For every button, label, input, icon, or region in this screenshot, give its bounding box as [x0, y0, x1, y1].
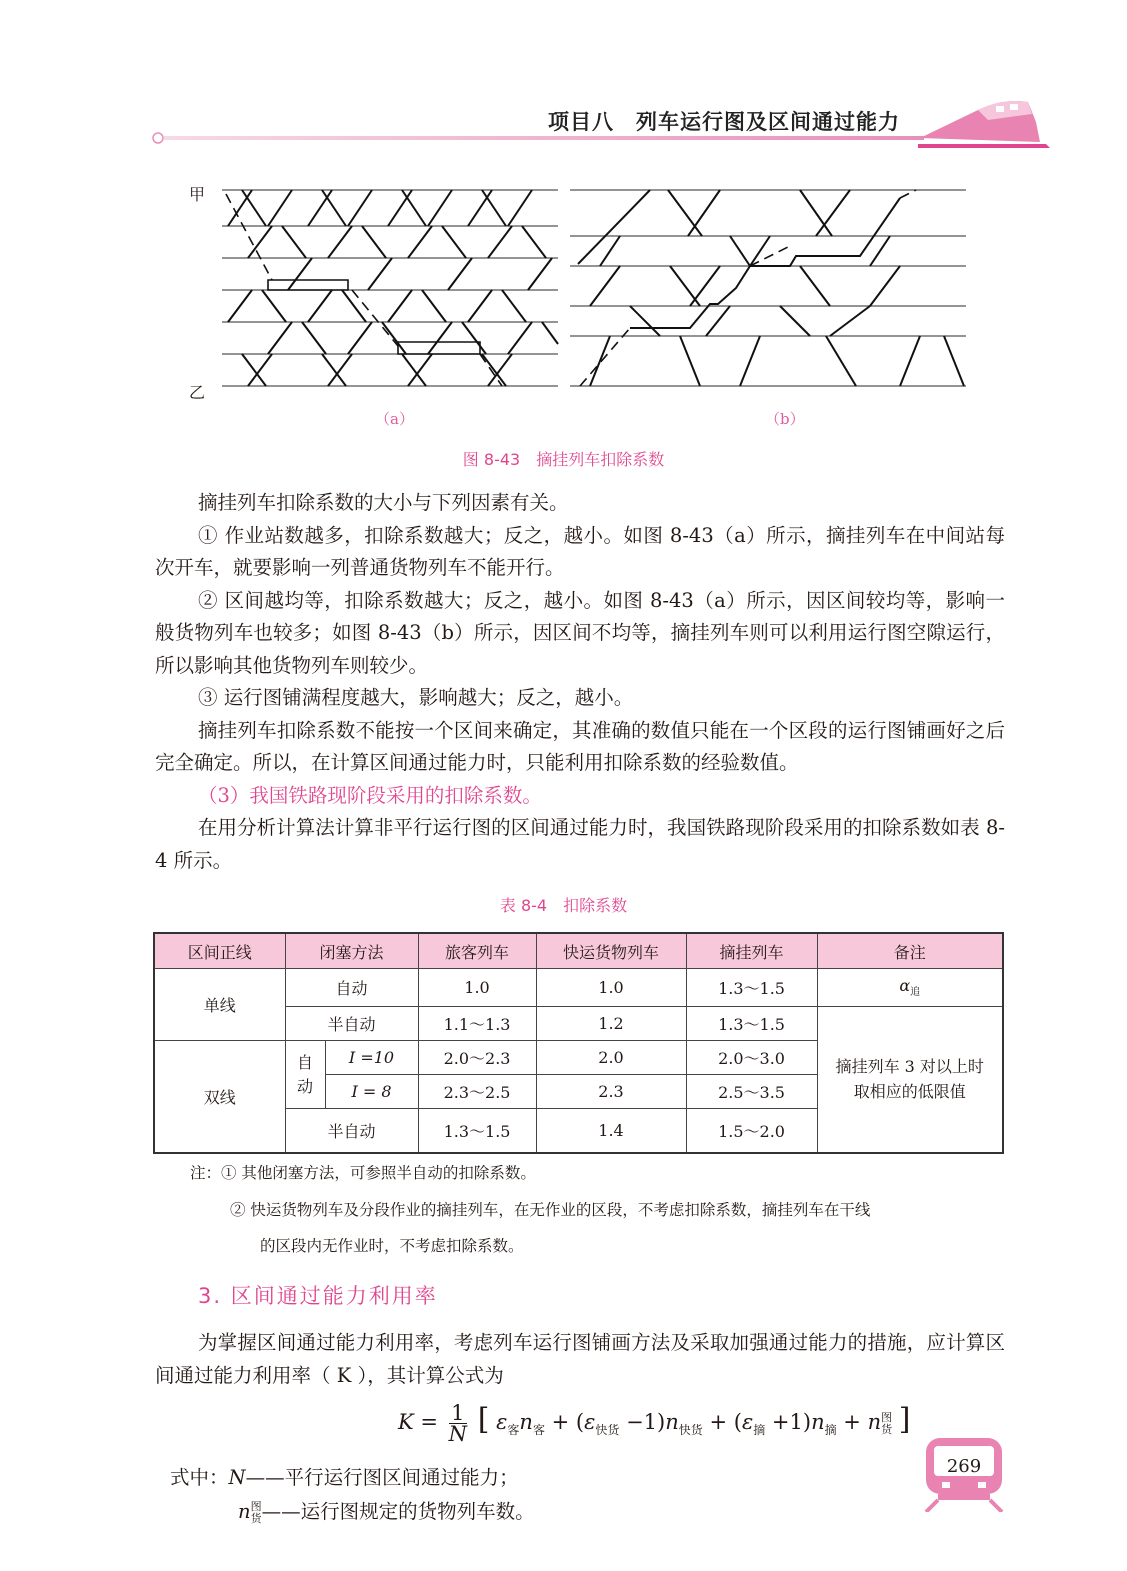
- auto-char-1: 自: [296, 1052, 313, 1072]
- legend-N: [170, 1461, 535, 1495]
- sub: 摘: [824, 1423, 837, 1438]
- table-note-1: 注：① 其他闭塞方法，可参照半自动的扣除系数。: [190, 1164, 536, 1182]
- legend-desc: ——运行图规定的货物列车数。: [261, 1500, 535, 1523]
- formula-numerator: 1: [449, 1403, 467, 1424]
- subfigure-label-b: （b）: [765, 410, 805, 428]
- line-type-cell: 单线: [154, 969, 285, 1041]
- table-cell: 2.0: [536, 1041, 686, 1075]
- sub: 快货: [595, 1423, 620, 1438]
- sub: 货: [250, 1511, 262, 1525]
- table-cell: 2.5～3.5: [686, 1075, 817, 1109]
- diagram-a: [222, 186, 560, 394]
- train-logo-icon: [918, 92, 1053, 154]
- sub: 货: [881, 1422, 893, 1436]
- interval-cell: I = 8: [325, 1075, 418, 1109]
- alpha-subscript: 追: [910, 987, 921, 999]
- subsection-heading: （3）我国铁路现阶段采用的扣除系数。: [198, 783, 542, 807]
- paragraph: ① 作业站数越多，扣除系数越大；反之，越小。如图 8-43（a）所示，摘挂列车在中间站每次开车，就要影响一列普通货物列车不能开行。: [155, 523, 1005, 579]
- paragraph: 摘挂列车扣除系数不能按一个区间来确定，其准确的数值只能在一个区段的运行图铺画好之后完全确定。所以，在计算区间通过能力时，只能利用扣除系数的经验数值。: [155, 718, 1005, 774]
- paragraph: 为掌握区间通过能力利用率，考虑列车运行图铺画方法及采取加强通过能力的措施，应计算区间通过能力利用率（ K ），其计算公式为: [155, 1331, 1005, 1387]
- sub: 快货: [678, 1423, 703, 1438]
- paragraph: 摘挂列车扣除系数的大小与下列因素有关。: [198, 491, 569, 514]
- station-label-top: 甲: [189, 185, 206, 204]
- deduction-coefficient-table: [153, 932, 1004, 1154]
- header-cell: 快运货物列车: [536, 933, 686, 969]
- sup: 图: [881, 1410, 893, 1424]
- table-cell: 1.0: [418, 969, 536, 1007]
- sub: 摘: [753, 1423, 766, 1438]
- formula-lhs: K =: [398, 1410, 438, 1434]
- legend-symbol: N: [228, 1466, 246, 1489]
- header-cell: 闭塞方法: [285, 933, 418, 969]
- header-cell: 旅客列车: [418, 933, 536, 969]
- header-cell: 备注: [817, 933, 1003, 969]
- header-rule: [148, 128, 928, 148]
- paragraph: ② 区间越均等，扣除系数越大；反之，越小。如图 8-43（a）所示，因区间较均等，影响一般货物列车也较多；如图 8-43（b）所示，因区间不均等，摘挂列车则可以利用运行图空隙运行，所以影响其他货物列车则较少。: [155, 588, 1005, 677]
- block-method-cell: 半自动: [285, 1109, 418, 1153]
- legend-symbol: n: [238, 1500, 251, 1523]
- table-cell: 1.4: [536, 1109, 686, 1153]
- block-method-cell: 半自动: [285, 1007, 418, 1041]
- sup: 图: [250, 1499, 262, 1513]
- table-note-2-cont: 的区段内无作业时，不考虑扣除系数。: [260, 1237, 524, 1255]
- line-type-cell: 双线: [154, 1041, 285, 1153]
- table-cell: 1.5～2.0: [686, 1109, 817, 1153]
- legend-n: [170, 1495, 535, 1529]
- table-note-2: ② 快运货物列车及分段作业的摘挂列车，在无作业的区段，不考虑扣除系数，摘挂列车在干线: [230, 1201, 871, 1219]
- table-cell: 1.2: [536, 1007, 686, 1041]
- diagram-b: [570, 186, 970, 394]
- figure-caption: 图 8-43 摘挂列车扣除系数: [462, 450, 665, 469]
- interval-cell: I =10: [325, 1041, 418, 1075]
- table-cell: 2.0～3.0: [686, 1041, 817, 1075]
- legend-prefix: 式中：: [170, 1466, 229, 1489]
- page-number: 269: [946, 1456, 982, 1477]
- table-cell: 2.3～2.5: [418, 1075, 536, 1109]
- auto-char-2: 动: [296, 1076, 313, 1096]
- header-cell: 区间正线: [154, 933, 285, 969]
- table-header-row: [154, 933, 1003, 969]
- alpha-symbol: α: [899, 976, 911, 996]
- remark-note-cell: 摘挂列车 3 对以上时取相应的低限值: [817, 1007, 1003, 1153]
- section-paragraph: [155, 1327, 1005, 1392]
- subfigure-label-a: （a）: [375, 410, 414, 428]
- body-text: [155, 487, 1005, 877]
- table-cell: 1.3～1.5: [686, 1007, 817, 1041]
- formula-legend: [170, 1461, 535, 1529]
- station-label-bottom: 乙: [189, 383, 206, 402]
- auto-vertical-cell: [285, 1041, 325, 1109]
- remark-cell: [817, 969, 1003, 1007]
- table-cell: 2.3: [536, 1075, 686, 1109]
- table-cell: 1.3～1.5: [418, 1109, 536, 1153]
- utilization-formula: K = $\frac{1}{N}$ [ $\varepsilon_客n_客 + (\varepsilon_{快货} -1)n_{快货} + (\varepsilon_摘 +1)n_摘 + n$ 图 货 ]: [398, 1401, 911, 1446]
- formula-denominator: N: [448, 1422, 468, 1446]
- table-cell: 1.0: [536, 969, 686, 1007]
- table-row: [154, 969, 1003, 1007]
- header-cell: 摘挂列车: [686, 933, 817, 969]
- running-header-title: 项目八 列车运行图及区间通过能力: [548, 110, 900, 134]
- sub: 客: [507, 1423, 520, 1438]
- table-cell: 1.1～1.3: [418, 1007, 536, 1041]
- table-cell: 1.3～1.5: [686, 969, 817, 1007]
- table-cell: 2.0～2.3: [418, 1041, 536, 1075]
- table-caption: 表 8-4 扣除系数: [499, 896, 628, 915]
- sub: 客: [532, 1423, 545, 1438]
- paragraph: ③ 运行图铺满程度越大，影响越大；反之，越小。: [198, 686, 634, 709]
- section-title: 3. 区间通过能力利用率: [198, 1284, 438, 1308]
- paragraph: 在用分析计算法计算非平行运行图的区间通过能力时，我国铁路现阶段采用的扣除系数如表 8-4 所示。: [155, 816, 1005, 872]
- block-method-cell: 自动: [285, 969, 418, 1007]
- legend-desc: ——平行运行图区间通过能力；: [245, 1466, 519, 1489]
